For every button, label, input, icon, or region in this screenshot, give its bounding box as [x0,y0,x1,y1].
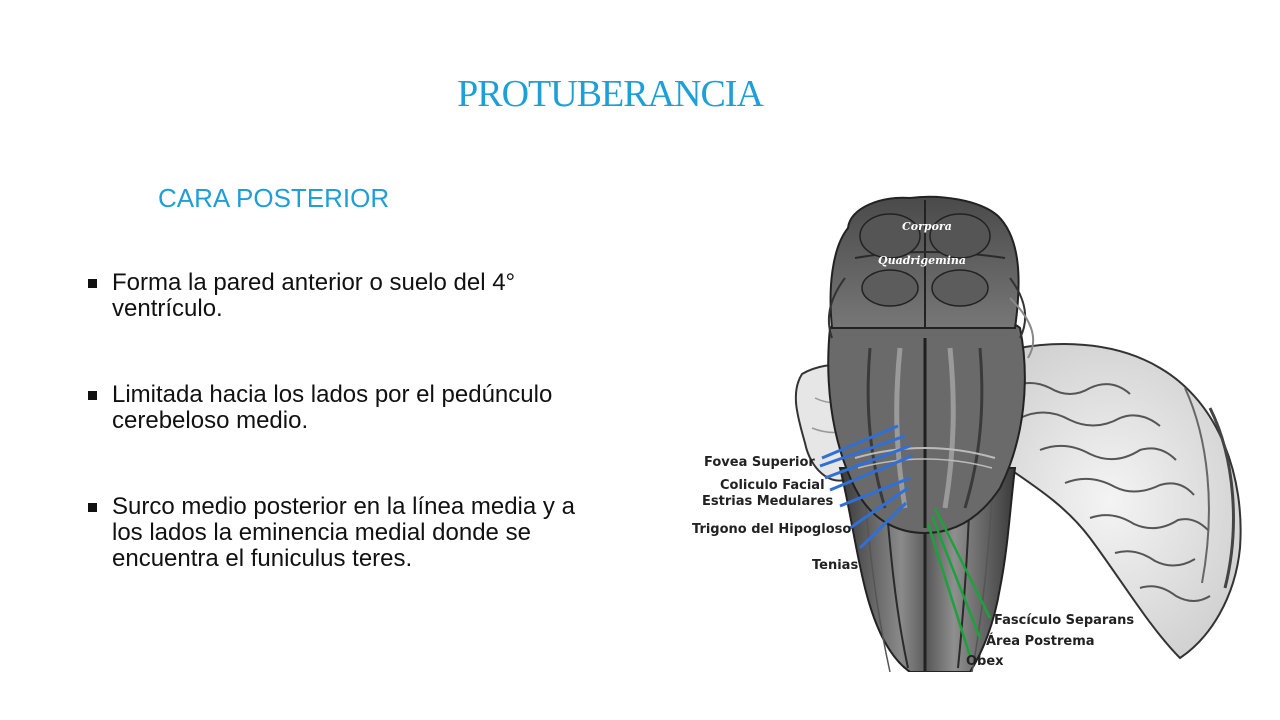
fovea-superior-label: Fovea Superior [704,455,815,470]
slide-title: PROTUBERANCIA [457,73,763,115]
obex-label: Obex [966,654,1004,669]
square-bullet-icon [88,391,97,400]
bullet-list [86,270,586,572]
bullet-text: Limitada hacia los lados por el pedúnculo cerebeloso medio. [112,381,553,434]
bullet-item [86,494,586,572]
square-bullet-icon [88,503,97,512]
bullet-text: Forma la pared anterior o suelo del 4° ventrículo. [112,269,516,322]
bullet-text: Surco medio posterior en la línea media y a los lados la eminencia medial donde se encuentra el funiculus teres. [112,493,575,572]
section-subtitle: CARA POSTERIOR [158,183,390,213]
bullet-item [86,382,586,434]
corpora-label: Corpora [902,220,952,233]
fasciculo-separans-label: Fascículo Separans [994,613,1135,628]
brainstem-illustration [680,188,1260,672]
coliculo-facial-label: Coliculo Facial [720,478,825,493]
tenias-label: Tenias [812,558,859,573]
bullet-item [86,270,586,322]
brainstem-diagram [680,188,1260,672]
estrias-medulares-label: Estrias Medulares [702,494,834,509]
trigono-hipogloso-label: Trigono del Hipogloso [692,522,852,537]
area-postrema-label: Área Postrema [986,634,1095,649]
square-bullet-icon [88,279,97,288]
quadrigemina-label: Quadrigemina [878,254,967,267]
